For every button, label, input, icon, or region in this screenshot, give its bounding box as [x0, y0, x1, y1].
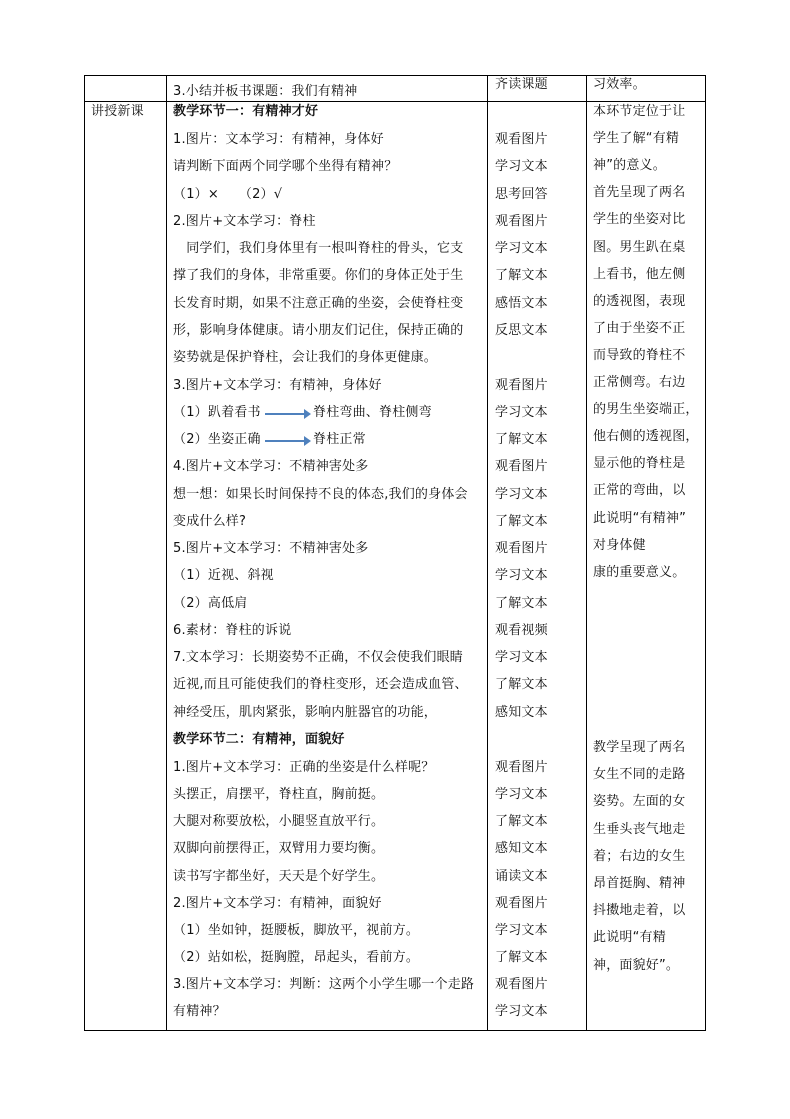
content-line: 神经受压，肌肉紧张，影响内脏器官的功能， [173, 705, 438, 720]
content-line: 7.文本学习：长期姿势不正确，不仅会使我们眼睛 [173, 650, 464, 665]
student-activity: 观看图片 [495, 378, 548, 393]
student-activity: 了解文本 [495, 677, 548, 692]
content-line: 6.素材：脊柱的诉说 [173, 623, 292, 638]
student-activity: 反思文本 [495, 323, 548, 338]
header-row-content: 3.小结并板书课题：我们有精神 [173, 84, 358, 99]
design-note-line: 的男生坐姿端正， [593, 402, 699, 418]
design-note-line: 了由于坐姿不正 [593, 320, 686, 336]
right-arrow-icon [265, 413, 309, 415]
student-activity: 了解文本 [495, 432, 548, 447]
content-line: 变成什么样? [173, 514, 247, 529]
content-line: 近视,而且可能使我们的脊柱变形，还会造成血管、 [173, 677, 468, 692]
right-arrow-icon [265, 440, 309, 442]
table-col-divider-2 [487, 75, 488, 1031]
design-note-line: 此说明“有精神” [593, 510, 687, 526]
design-note-line: 康的重要意义。 [593, 564, 686, 580]
arrow-result-text: 脊柱正常 [313, 432, 366, 447]
content-line: （1）坐如钟，挺腰板，脚放平，视前方。 [173, 923, 420, 938]
content-line: （1）× （2）√ [173, 187, 283, 202]
design-note-line: 的透视图，表现 [593, 293, 686, 309]
design-note-line: 姿势。左面的女 [593, 794, 686, 810]
student-activity: 了解文本 [495, 950, 548, 965]
content-line: 4.图片+文本学习：不精神害处多 [173, 459, 369, 474]
student-activity: 思考回答 [495, 187, 548, 202]
content-line: （2）高低肩 [173, 596, 248, 611]
design-note-line: 本环节定位于让 [593, 104, 686, 119]
design-note-line: 他右侧的透视图， [593, 429, 699, 445]
student-activity: 学习文本 [495, 923, 548, 938]
design-note-line: 教学呈现了两名 [593, 740, 686, 755]
content-line: （2）坐姿正确 [173, 432, 261, 447]
design-note-line: 神”的意义。 [593, 158, 666, 174]
content-line: 姿势就是保护脊柱，会让我们的身体更健康。 [173, 350, 438, 365]
teaching-segment-heading: 教学环节一：有精神才好 [173, 104, 319, 119]
content-line: 2.图片+文本学习：有精神，面貌好 [173, 896, 382, 911]
student-activity: 了解文本 [495, 596, 548, 611]
student-activity: 学习文本 [495, 568, 548, 583]
arrow-result-text: 脊柱弯曲、脊柱侧弯 [313, 405, 432, 420]
design-note-line: 昂首挺胸、精神 [593, 876, 686, 891]
student-activity: 观看视频 [495, 623, 548, 638]
design-note-line: 对身体健 [593, 537, 646, 553]
content-line: 有精神？ [173, 1004, 226, 1019]
student-activity: 学习文本 [495, 159, 548, 174]
student-activity: 学习文本 [495, 241, 548, 256]
student-activity: 感知文本 [495, 841, 548, 856]
student-activity: 学习文本 [495, 787, 548, 802]
table-row-divider [84, 101, 706, 102]
content-line: 形，影响身体健康。请小朋友们记住，保持正确的 [173, 323, 464, 338]
student-activity: 观看图片 [495, 896, 548, 911]
content-line: 头摆正，肩摆平，脊柱直，胸前挺。 [173, 787, 385, 802]
student-activity: 观看图片 [495, 760, 548, 775]
student-activity: 学习文本 [495, 487, 548, 502]
content-line: （2）站如松，挺胸膛，昂起头，看前方。 [173, 950, 420, 965]
student-activity: 观看图片 [495, 977, 548, 992]
design-note-line: 着；右边的女生 [593, 848, 686, 864]
design-note-line: 神，面貌好”。 [593, 957, 680, 973]
student-activity: 了解文本 [495, 514, 548, 529]
teaching-segment-heading: 教学环节二：有精神，面貌好 [173, 732, 345, 747]
header-row-note: 习效率。 [593, 77, 646, 92]
table-border-left [84, 75, 85, 1031]
student-activity: 学习文本 [495, 650, 548, 665]
design-note-line: 学生的坐姿对比 [593, 212, 686, 228]
student-activity: 了解文本 [495, 814, 548, 829]
content-line: 请判断下面两个同学哪个坐得有精神？ [173, 159, 398, 174]
content-line: 大腿对称要放松，小腿竖直放平行。 [173, 814, 385, 829]
content-line: 3.图片+文本学习：判断：这两个小学生哪一个走路 [173, 977, 475, 992]
content-line: （1）趴着看书 [173, 405, 261, 420]
content-line: 1.图片+文本学习：正确的坐姿是什么样呢？ [173, 760, 435, 775]
content-line: 双脚向前摆得正，双臂用力要均衡。 [173, 841, 385, 856]
design-note-line: 显示他的脊柱是 [593, 456, 686, 472]
content-line: 2.图片+文本学习：脊柱 [173, 214, 316, 229]
table-border-right [705, 75, 706, 1031]
content-line: 读书写字都坐好，天天是个好学生。 [173, 869, 385, 884]
table-col-divider-1 [166, 75, 167, 1031]
design-note-line: 此说明“有精 [593, 930, 666, 946]
student-activity: 学习文本 [495, 1004, 548, 1019]
content-line: 3.图片+文本学习：有精神，身体好 [173, 378, 382, 393]
design-note-line: 正常的弯曲，以 [593, 483, 686, 499]
table-col-divider-3 [586, 75, 587, 1031]
content-line: 撑了我们的身体，非常重要。你们的身体正处于生 [173, 268, 464, 283]
design-note-line: 上看书，他左侧 [593, 266, 686, 282]
table-border-bottom [84, 1030, 706, 1031]
design-note-line: 而导致的脊柱不 [593, 347, 686, 363]
content-line: 1.图片：文本学习：有精神，身体好 [173, 132, 384, 147]
design-note-line: 正常侧弯。右边 [593, 375, 686, 390]
student-activity: 观看图片 [495, 132, 548, 147]
student-activity: 观看图片 [495, 541, 548, 556]
design-note-line: 生垂头丧气地走 [593, 821, 686, 837]
student-activity: 诵读文本 [495, 869, 548, 884]
table-border-top [84, 75, 706, 76]
header-row-activity: 齐读课题 [495, 77, 548, 92]
design-note-line: 女生不同的走路 [593, 767, 686, 783]
design-note-line: 抖擞地走着，以 [593, 903, 686, 919]
design-note-line: 学生了解“有精 [593, 131, 680, 147]
design-note-line: 首先呈现了两名 [593, 185, 686, 201]
design-note-line: 图。男生趴在桌 [593, 239, 686, 255]
student-activity: 观看图片 [495, 214, 548, 229]
section-title: 讲授新课 [91, 104, 144, 119]
student-activity: 观看图片 [495, 459, 548, 474]
content-line: 同学们，我们身体里有一根叫脊柱的骨头，它支 [173, 241, 464, 256]
content-line: （1）近视、斜视 [173, 568, 274, 583]
content-line: 想一想：如果长时间保持不良的体态,我们的身体会 [173, 487, 468, 502]
student-activity: 了解文本 [495, 268, 548, 283]
student-activity: 学习文本 [495, 405, 548, 420]
content-line: 5.图片+文本学习：不精神害处多 [173, 541, 369, 556]
content-line: 长发育时期，如果不注意正确的坐姿，会使脊柱变 [173, 296, 464, 311]
student-activity: 感悟文本 [495, 296, 548, 311]
student-activity: 感知文本 [495, 705, 548, 720]
